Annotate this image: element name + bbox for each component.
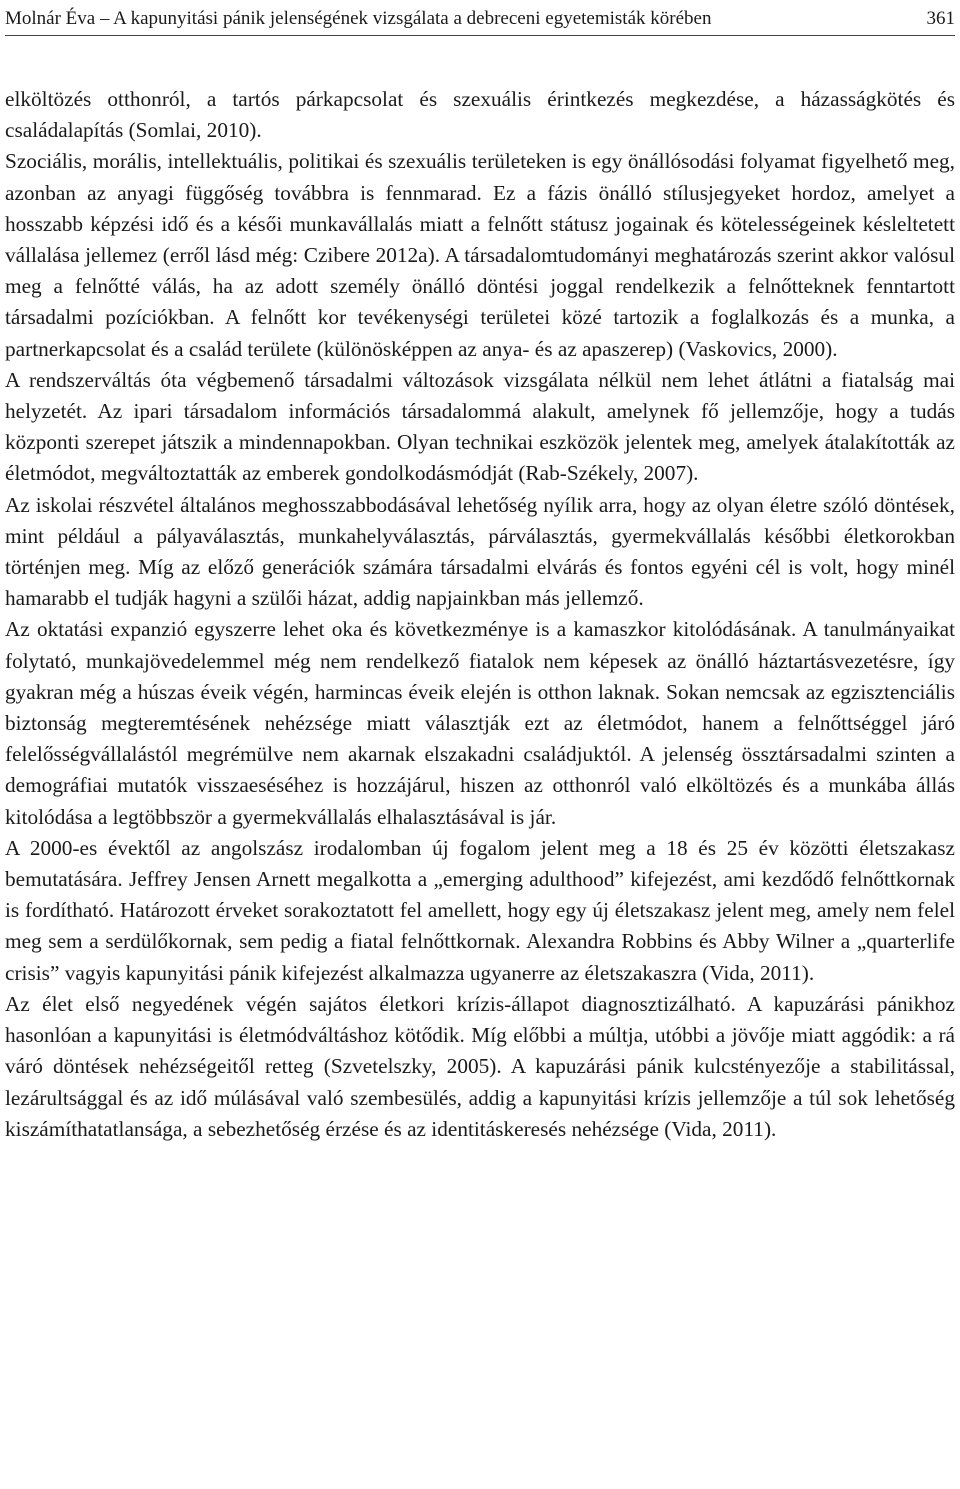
header-divider [5,35,955,36]
paragraph: elköltözés otthonról, a tartós párkapcsolat és szexuális érintkezés megkezdése, a házasságkötés és családalapítás (Somlai, 2010). [5,87,955,143]
paragraph: Az élet első negyedének végén sajátos életkori krízis-állapot diagnosztizálható. A kapuzárási pánikhoz hasonlóan a kapunyitási is életmódváltáshoz kötődik. Míg előbbi a múltja, utóbbi a jövője miatt aggódik: a rá váró döntések nehézségeitől retteg (Szvetelszky, 2005). A kapuzárási pánik kulcstényezője a stabilitással, lezárultsággal és az idő múlásával való szembesülés, addig a kapunyitási krízis jellemzője a túl sok lehetőség kiszámíthatatlansága, a sebezhetőség érzése és az identitáskeresés nehézsége (Vida, 2011). [5,991,955,1141]
running-header-title: Molnár Éva – A kapunyitási pánik jelenségének vizsgálata a debreceni egyetemisták körében [5,8,712,29]
paragraph: A 2000-es évektől az angolszász irodalomban új fogalom jelent meg a 18 és 25 év közötti életszakasz bemutatására. Jeffrey Jensen Arnett megalkotta a „emerging adulthood” kifejezést, ami kezdődő felnőttkornak is fordítható. Határozott érveket sorakoztatott fel amellett, hogy egy új életszakasz jelent meg, amely nem felel meg sem a serdülőkornak, sem pedig a fiatal felnőttkornak. Alexandra Robbins és Abby Wilner a „quarterlife crisis” vagyis kapunyitási pánik kifejezést alkalmazza ugyanerre az életszakaszra (Vida, 2011). [5,835,955,985]
paragraph: Szociális, morális, intellektuális, politikai és szexuális területeken is egy önállósodási folyamat figyelhető meg, azonban az anyagi függőség továbbra is fennmarad. Ez a fázis önálló stílusjegyeket hordoz, amelyet a hosszabb képzési idő és a késői munkavállalás miatt a felnőtt státusz jogainak és kötelességeinek késleltetett vállalása jellemez (erről lásd még: Czibere 2012a). A társadalomtudományi meghatározás szerint akkor valósul meg a felnőtté válás, ha az adott személy önálló döntési joggal rendelkezik a felnőtteknek fenntartott társadalmi pozíciókban. A felnőtt kor tevékenységi területei közé tartozik a foglalkozás és a munka, a partnerkapcsolat és a család területe (különösképpen az anya- és az apaszerep) (Vaskovics, 2000). [5,149,955,361]
document-page [5,0,955,1141]
page-number: 361 [926,8,955,29]
paragraph: Az iskolai részvétel általános meghosszabbodásával lehetőség nyílik arra, hogy az olyan életre szóló döntések, mint például a pályaválasztás, munkahelyválasztás, párválasztás, gyermekvállalás későbbi életkorokban történjen meg. Míg az előző generációk számára társadalmi elvárás és fontos egyéni cél is volt, hogy minél hamarabb el tudják hagyni a szülői házat, addig napjainkban más jellemző. [5,492,955,611]
paragraph: Az oktatási expanzió egyszerre lehet oka és következménye is a kamaszkor kitolódásának. A tanulmányaikat folytató, munkajövedelemmel még nem rendelkező fiatalok nem képesek az önálló háztartásvezetésre, így gyakran még a húszas éveik végén, harmincas éveik elején is otthon laknak. Sokan nemcsak az egzisztenciális biztonság megteremtésének nehézsége miatt választják ezt az életmódot, hanem a felnőttséggel járó felelősségvállalástól megrémülve nem akarnak elszakadni családjuktól. A jelenség össztársadalmi szinten a demográfiai mutatók visszaeséséhez is hozzájárul, hiszen az otthonról való elköltözés és a munkába állás kitolódása a legtöbbször a gyermekvállalás elhalasztásával is jár. [5,617,955,829]
body-text [5,84,955,1145]
running-header [5,0,955,34]
paragraph: A rendszerváltás óta végbemenő társadalmi változások vizsgálata nélkül nem lehet átlátni a fiatalság mai helyzetét. Az ipari társadalom információs társadalommá alakult, amelynek fő jellemzője, hogy a tudás központi szerepet játszik a mindennapokban. Olyan technikai eszközök jelentek meg, amelyek átalakították az életmódot, megváltoztatták az emberek gondolkodásmódját (Rab-Székely, 2007). [5,367,955,486]
